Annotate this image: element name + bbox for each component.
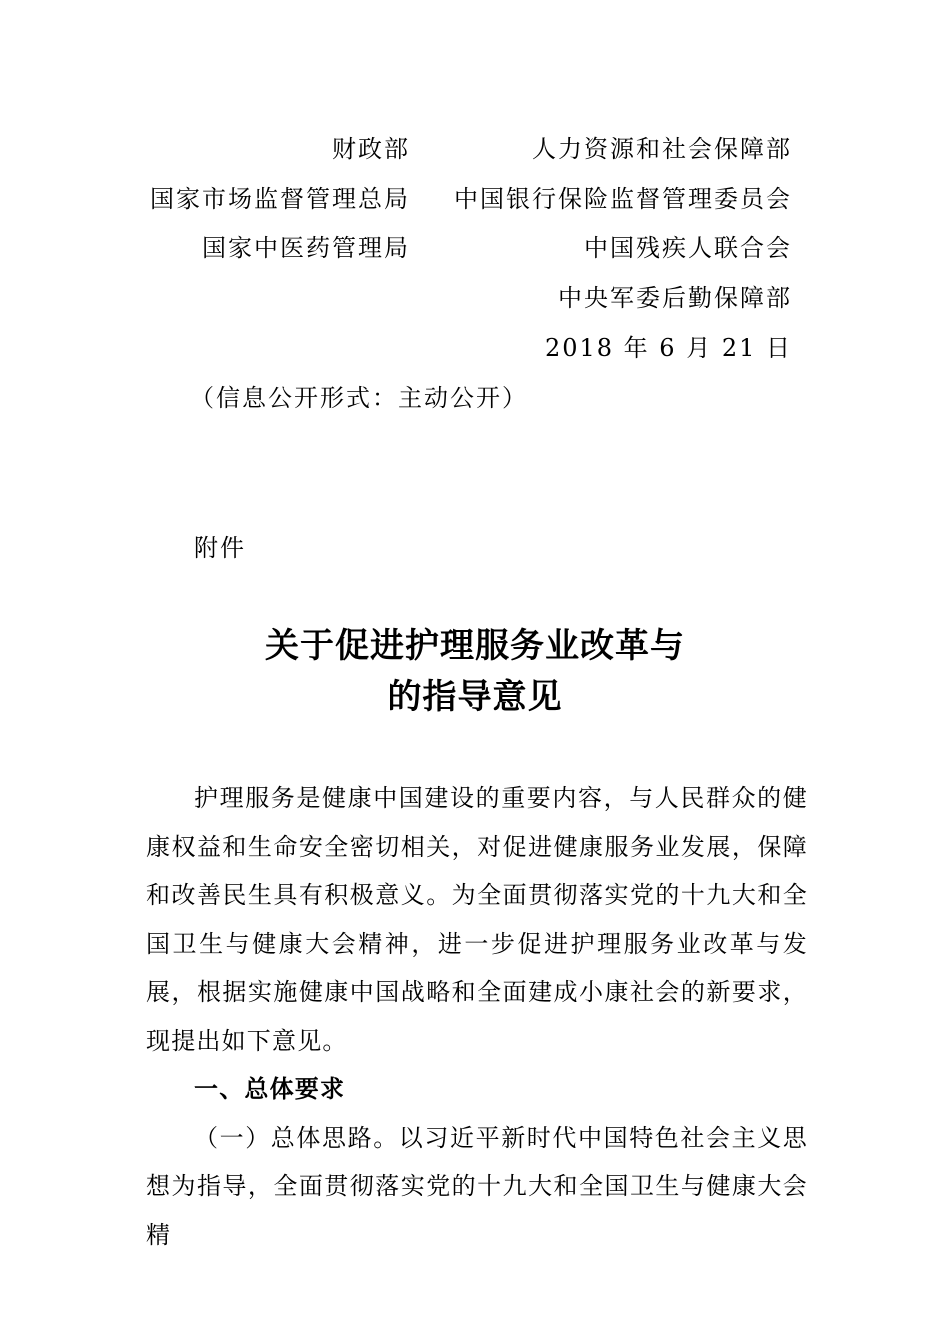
subsection-label: （一）总体思路。 (194, 1123, 399, 1152)
disclosure-note: （信息公开形式：主动公开） (190, 384, 528, 412)
attachment-label: 附件 (194, 534, 246, 562)
signatory-tcm-administration: 国家中医药管理局 (202, 234, 410, 262)
signatory-logistic-support-department: 中央军委后勤保障部 (558, 284, 792, 312)
document-title-line-1: 关于促进护理服务业改革与 (265, 626, 685, 666)
intro-paragraph: 护理服务是健康中国建设的重要内容，与人民群众的健康权益和生命安全密切相关，对促进健康服务业发展，保障和改善民生具有积极意义。为全面贯彻落实党的十九大和全国卫生与健康大会精神，进一步促进护理服务业改革与发展，根据实施健康中国战略和全面建成小康社会的新要求，现提出如下意见。 (146, 784, 808, 1055)
signatory-market-regulation: 国家市场监督管理总局 (150, 185, 410, 213)
document-body (146, 774, 808, 1259)
subsection-overall-approach (146, 1114, 808, 1260)
subsection-text: 以习近平新时代中国特色社会主义思想为指导，全面贯彻落实党的十九大和全国卫生与健康大会精 (146, 1123, 808, 1249)
section-heading-overall-requirements: 一、总体要求 (194, 1075, 346, 1103)
document-title-line-2: 的指导意见 (387, 677, 563, 717)
signatory-banking-insurance-commission: 中国银行保险监督管理委员会 (454, 185, 792, 213)
issue-date: 2018 年 6 月 21 日 (544, 334, 792, 362)
signatory-disabled-persons-federation: 中国残疾人联合会 (584, 234, 792, 262)
signatory-ministry-of-human-resources: 人力资源和社会保障部 (532, 135, 792, 163)
signatory-ministry-of-finance: 财政部 (332, 135, 410, 163)
